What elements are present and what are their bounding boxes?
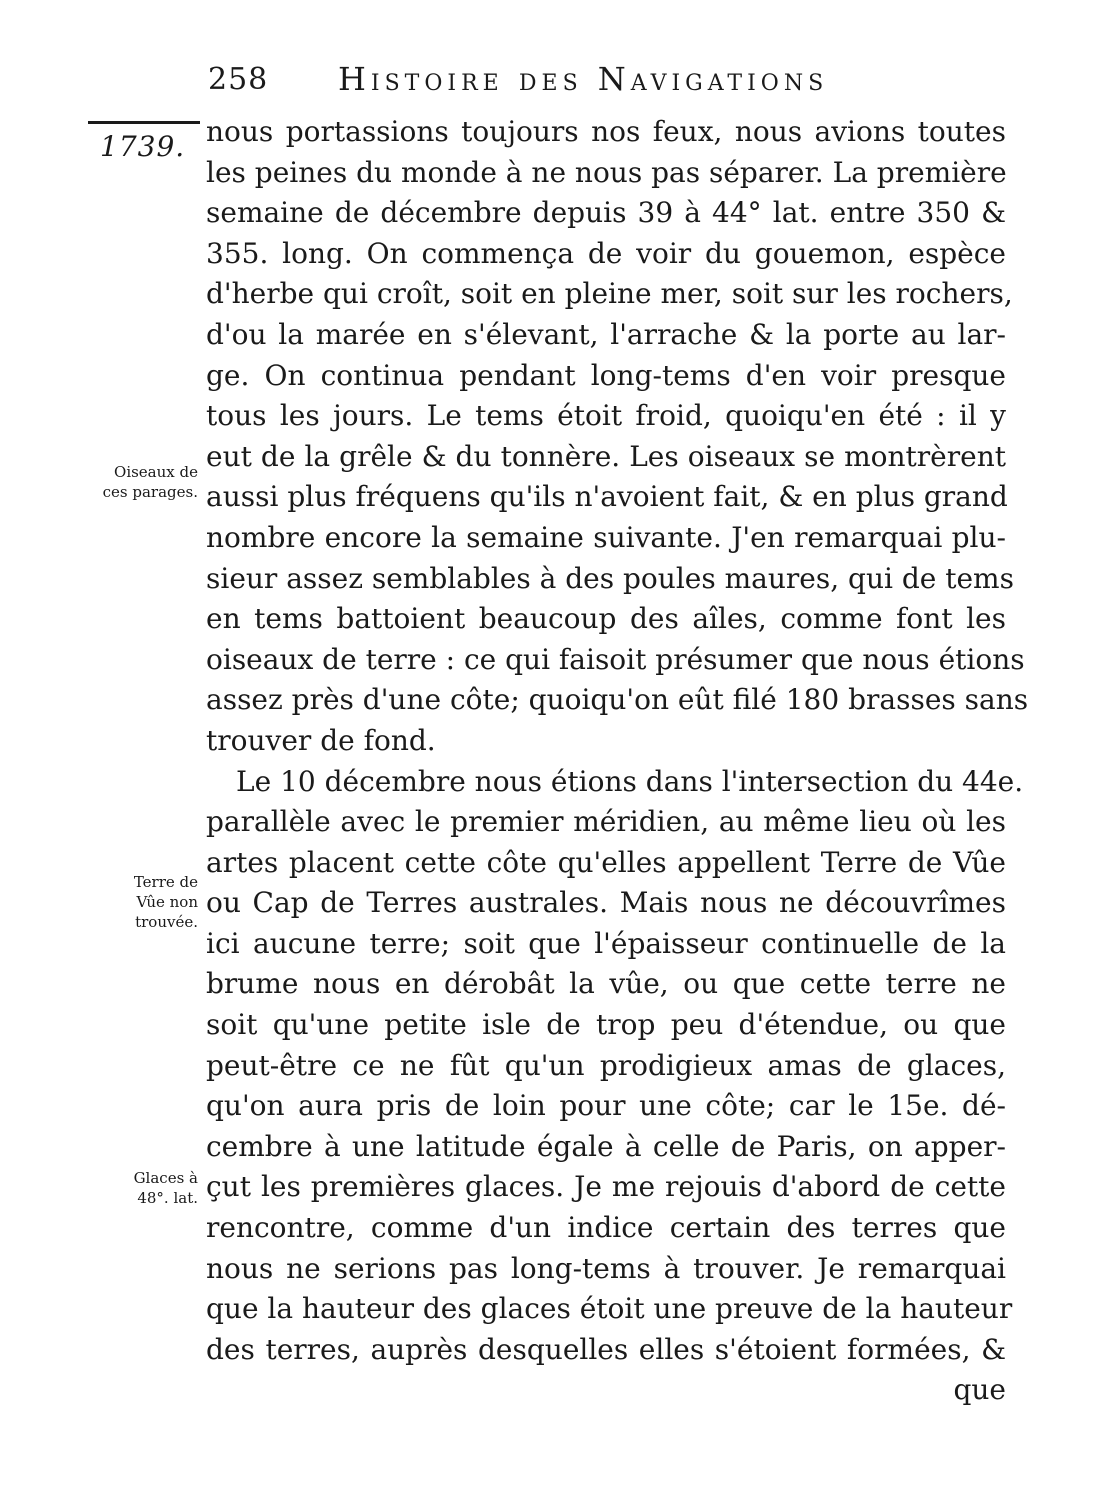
text-line: ge. On continua pendant long-tems d'en voir presque [206, 358, 1006, 392]
text-line: rencontre, comme d'un indice certain des terres que [206, 1211, 1006, 1245]
text-line: assez près d'une côte; quoiqu'on eût filé 180 brasses sans [206, 683, 1029, 717]
margin-note-line: ces parages. [102, 483, 198, 501]
text-line: tous les jours. Le tems étoit froid, quoiqu'en été : il y [206, 399, 1006, 433]
text-line: nous ne serions pas long-tems à trouver. Je remarquai [206, 1251, 1006, 1285]
text-line: Le 10 décembre nous étions dans l'intersection du 44e. [236, 764, 1024, 798]
margin-note-line: Oiseaux de [114, 463, 198, 481]
text-line: eut de la grêle & du tonnère. Les oiseaux se montrèrent [206, 439, 1006, 473]
margin-rule [88, 121, 200, 124]
text-line: oiseaux de terre : ce qui faisoit présumer que nous étions [206, 642, 1025, 676]
margin-note-line: Terre de [133, 873, 198, 891]
text-line: sieur assez semblables à des poules maures, qui de tems [206, 561, 1014, 595]
text-line: en tems battoient beaucoup des aîles, comme font les [206, 602, 1006, 636]
text-line: ou Cap de Terres australes. Mais nous ne découvrîmes [206, 886, 1006, 920]
text-line: parallèle avec le premier méridien, au même lieu où les [206, 805, 1006, 839]
text-line: nous portassions toujours nos feux, nous avions toutes [206, 115, 1006, 148]
margin-note-line: Vûe non [136, 893, 198, 911]
catchword: que [953, 1373, 1006, 1407]
margin-note-line: 48°. lat. [137, 1189, 198, 1207]
margin-note-line: trouvée. [135, 913, 198, 931]
text-line: qu'on aura pris de loin pour une côte; car le 15e. dé- [206, 1089, 1006, 1123]
text-line: aussi plus fréquens qu'ils n'avoient fait, & en plus grand [206, 480, 1008, 514]
text-line: d'ou la marée en s'élevant, l'arrache & la porte au lar- [206, 317, 1006, 351]
text-line: soit qu'une petite isle de trop peu d'étendue, ou que [206, 1008, 1006, 1042]
text-line: nombre encore la semaine suivante. J'en remarquai plu- [206, 520, 1006, 554]
text-line: d'herbe qui croît, soit en pleine mer, soit sur les rochers, [206, 277, 1013, 311]
text-line: brume nous en dérobât la vûe, ou que cette terre ne [206, 967, 1006, 1001]
text-line: çut les premières glaces. Je me rejouis d'abord de cette [206, 1170, 1006, 1204]
margin-note-ice [70, 1168, 198, 1208]
margin-note-birds [70, 462, 198, 502]
page-header [208, 58, 1008, 108]
text-line: peut-être ce ne fût qu'un prodigieux amas de glaces, [206, 1048, 1006, 1082]
text-line: 355. long. On commença de voir du gouemon, espèce [206, 236, 1006, 270]
text-line: ici aucune terre; soit que l'épaisseur continuelle de la [206, 926, 1006, 960]
margin-note-line: Glaces à [133, 1169, 198, 1187]
margin-year: 1739. [100, 130, 186, 163]
text-line: que la hauteur des glaces étoit une preuve de la hauteur [206, 1292, 1013, 1326]
text-line: trouver de fond. [206, 723, 436, 757]
text-line: cembre à une latitude égale à celle de Paris, on apper- [206, 1129, 1006, 1163]
text-line: des terres, auprès desquelles elles s'étoient formées, & [206, 1332, 1006, 1366]
text-line: les peines du monde à ne nous pas séparer. La première [206, 155, 1007, 189]
running-title: Histoire des Navigations [338, 60, 829, 98]
body-text [206, 112, 1029, 1411]
margin-note-land [70, 872, 198, 932]
text-line: artes placent cette côte qu'elles appellent Terre de Vûe [206, 845, 1006, 879]
page-number: 258 [208, 62, 269, 97]
text-line: semaine de décembre depuis 39 à 44° lat. entre 350 & [206, 196, 1006, 230]
